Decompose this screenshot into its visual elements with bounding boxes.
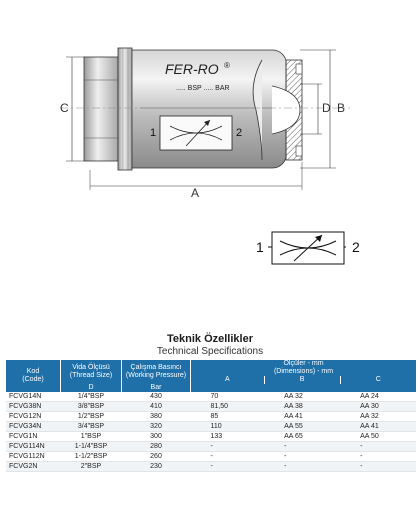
cell-code: FCVG114N — [6, 442, 61, 452]
header-thread-symbol: D — [61, 384, 122, 392]
cell-c: AA 24 — [340, 392, 416, 402]
cell-c: - — [340, 462, 416, 472]
cell-code: FCVG112N — [6, 452, 61, 462]
cell-b: - — [264, 452, 340, 462]
cell-code: FCVG14N — [6, 392, 61, 402]
brand-logo: FER-RO — [165, 61, 219, 77]
cell-thread: 1-1/4"BSP — [61, 442, 122, 452]
table-row — [6, 462, 416, 472]
cell-b: - — [264, 442, 340, 452]
cell-thread: 1/2"BSP — [61, 412, 122, 422]
header-col-b: B — [264, 376, 340, 384]
table-row — [6, 452, 416, 462]
cell-code: FCVG12N — [6, 412, 61, 422]
dimension-d-label: D — [322, 101, 331, 115]
dimension-a-label: A — [191, 186, 200, 200]
dimension-c-label: C — [60, 101, 69, 115]
cell-c: - — [340, 452, 416, 462]
symbol-port-2: 2 — [352, 239, 360, 255]
specs-subtitle: Technical Specifications — [156, 346, 264, 357]
registered-mark: ® — [224, 61, 230, 70]
cell-thread: 3/8"BSP — [61, 402, 122, 412]
cell-pressure: 380 — [122, 412, 191, 422]
cell-pressure: 280 — [122, 442, 191, 452]
header-spacer — [191, 384, 417, 392]
cell-c: AA 30 — [340, 402, 416, 412]
cell-c: AA 50 — [340, 432, 416, 442]
header-col-c: C — [340, 376, 416, 384]
header-pressure-en: (Working Pressure) — [125, 372, 187, 379]
cell-a: 70 — [191, 392, 265, 402]
cell-thread: 2"BSP — [61, 462, 122, 472]
cell-a: - — [191, 442, 265, 452]
header-dimensions — [191, 360, 417, 376]
cell-pressure: 430 — [122, 392, 191, 402]
cell-a: 81,50 — [191, 402, 265, 412]
cell-a: 85 — [191, 412, 265, 422]
port-2-label: 2 — [236, 127, 243, 139]
cell-b: AA 41 — [264, 412, 340, 422]
header-thread-en: (Thread Size) — [69, 372, 113, 379]
hex-nut — [84, 48, 132, 170]
header-dimensions-tr: Ölçüler - mm — [283, 360, 324, 367]
cell-pressure: 230 — [122, 462, 191, 472]
specs-table — [6, 360, 416, 472]
cell-c: AA 32 — [340, 412, 416, 422]
cell-code: FCVG2N — [6, 462, 61, 472]
header-code — [6, 360, 61, 392]
cell-c: AA 41 — [340, 422, 416, 432]
table-row — [6, 392, 416, 402]
cell-b: AA 38 — [264, 402, 340, 412]
cell-code: FCVG34N — [6, 422, 61, 432]
cell-thread: 1/4"BSP — [61, 392, 122, 402]
cell-a: 110 — [191, 422, 265, 432]
header-pressure-unit: Bar — [122, 384, 191, 392]
table-row — [6, 412, 416, 422]
header-col-a: A — [191, 376, 265, 384]
dimension-b-label: B — [337, 101, 346, 115]
cell-a: - — [191, 452, 265, 462]
symbol-port-1: 1 — [256, 239, 264, 255]
cell-code: FCVG1N — [6, 432, 61, 442]
header-code-tr: Kod — [26, 368, 40, 375]
cell-a: 133 — [191, 432, 265, 442]
cell-b: AA 55 — [264, 422, 340, 432]
spec-line: ..... BSP ..... BAR — [176, 85, 230, 92]
cell-thread: 3/4"BSP — [61, 422, 122, 432]
table-row — [6, 432, 416, 442]
table-row — [6, 402, 416, 412]
header-dimensions-en: (Dimensions) - mm — [273, 368, 334, 375]
cell-pressure: 260 — [122, 452, 191, 462]
cell-pressure: 410 — [122, 402, 191, 412]
header-code-en: (Code) — [22, 376, 44, 383]
table-row — [6, 422, 416, 432]
cell-thread: 1"BSP — [61, 432, 122, 442]
cell-c: - — [340, 442, 416, 452]
cell-pressure: 320 — [122, 422, 191, 432]
table-row — [6, 442, 416, 452]
cell-a: - — [191, 462, 265, 472]
cell-b: AA 32 — [264, 392, 340, 402]
header-pressure — [122, 360, 191, 384]
port-1-label: 1 — [150, 127, 157, 139]
header-thread — [61, 360, 122, 384]
hydraulic-symbol — [0, 225, 420, 285]
cell-thread: 1-1/2"BSP — [61, 452, 122, 462]
cell-code: FCVG38N — [6, 402, 61, 412]
cell-b: AA 65 — [264, 432, 340, 442]
header-pressure-tr: Çalışma Basıncı — [130, 364, 182, 371]
specs-title: Teknik Özellikler — [166, 333, 253, 345]
cell-pressure: 300 — [122, 432, 191, 442]
cell-b: - — [264, 462, 340, 472]
header-thread-tr: Vida Ölçüsü — [72, 364, 110, 371]
